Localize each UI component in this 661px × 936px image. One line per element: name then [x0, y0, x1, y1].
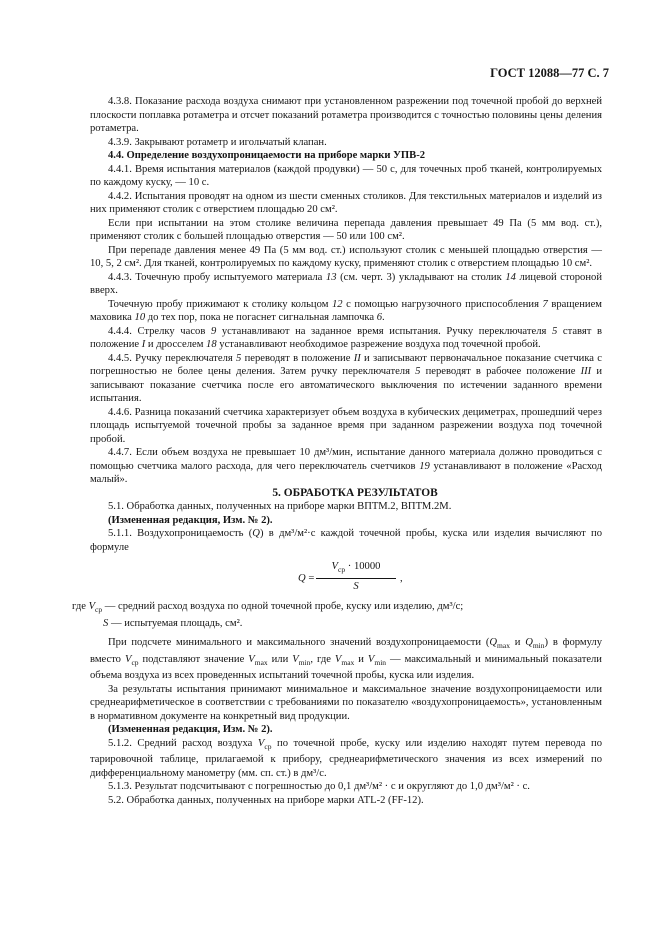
paragraph-4-4-4: 4.4.4. Стрелку часов 9 устанавливают на заданное время испытания. Ручку переключателя 5 ставят в положение I и дросселем 18 устанавливают необходимое разрежение воздуха под точечной пробой.: [90, 325, 603, 350]
formula-fraction: [316, 560, 396, 593]
legend-v-cp: где $V_{ср}$ — средний расход воздуха по одной точечной пробе, куску или изделию, дм³/с;: [72, 601, 464, 615]
paragraph-5-1-3: 5.1.3. Результат подсчитывают с погрешностью до 0,1 дм³/м² · с и округляют до 1,0 дм³/м² · с.: [108, 781, 530, 793]
document-body: [72, 95, 603, 807]
paragraph-4-4-2: 4.4.2. Испытания проводят на одном из шести сменных столиков. Для текстильных материалов и изделий из них применяют столик с отверстием площадью 20 см².: [90, 190, 602, 215]
section-5-title: 5. ОБРАБОТКА РЕЗУЛЬТАТОВ: [272, 486, 438, 499]
paragraph-4-3-9: 4.3.9. Закрывают ротаметр и игольчатый клапан.: [108, 136, 327, 148]
paragraph-4-4-2-b: Если при испытании на этом столике величина перепада давления превышает 49 Па (5 мм вод. ст.), применяют столик с большей площадью отверстия — 50 или 100 см².: [90, 217, 602, 242]
paragraph-results: За результаты испытания принимают минимальное и максимальное значение воздухопроницаемости или среднеарифметическое в соответствии с требованиями по показателю «воздухопроницаемость», установленным в нормативном документе на конкретный вид продукции.: [90, 683, 602, 722]
paragraph-5-1-2: 5.1.2. Средний расход воздуха $V_{ср}$ по точечной пробе, куску или изделию находят путем перевода по тарировочной таблице, прилагаемой к прибору, среднеарифметического значения из всех измерений по дифференциальному манометру (мм. сп. ст.) в дм³/с.: [90, 737, 602, 779]
formula-lhs: Q =: [298, 573, 315, 584]
paragraph-5-1: 5.1. Обработка данных, полученных на приборе марки ВПТМ.2, ВПТМ.2М.: [108, 501, 452, 512]
paragraph-5-2: 5.2. Обработка данных, полученных на приборе марки ATL-2 (FF-12).: [108, 794, 424, 806]
paragraph-4-4-5: 4.4.5. Ручку переключателя 5 переводят в положение II и записывают первоначальное показание счетчика с погрешностью не более цены деления. Затем ручку переключателя 5 переводят в рабочее положение III и записывают показание счетчика после его автоматического выключения по истечении заданного времени испытания.: [90, 352, 603, 404]
paragraph-4-4-7: 4.4.7. Если объем воздуха не превышает 10 дм³/мин, испытание данного материала должно проводиться с помощью счетчика малого расхода, для чего переключатель счетчиков 19 устанавливают в положение «Расход малый».: [90, 447, 603, 485]
formula-comma: ,: [400, 573, 403, 584]
formula-numerator: $V_{ср} \cdot 10000$: [316, 560, 396, 579]
edit-note-5-1: (Измененная редакция, Изм. № 2).: [108, 514, 273, 526]
paragraph-5-1-1: 5.1.1. Воздухопроницаемость (Q) в дм³/м²·с каждой точечной пробы, куска или изделия вычисляют по формуле: [90, 528, 603, 553]
formula-air-permeability: [90, 560, 602, 594]
page-header: ГОСТ 12088—77 С. 7: [490, 66, 609, 80]
legend-s: S — испытуемая площадь, см².: [103, 617, 243, 629]
formula-legend: [72, 600, 602, 630]
formula-denominator: S: [353, 580, 359, 592]
paragraph-4-4-1: 4.4.1. Время испытания материалов (каждой продувки) — 50 с, для точечных проб тканей, контролируемых по каждому куску, — 10 с.: [90, 163, 602, 188]
paragraph-4-4-3: 4.4.3. Точечную пробу испытуемого материала 13 (см. черт. 3) укладывают на столик 14 лицевой стороной вверх.: [90, 271, 602, 296]
paragraph-4-4-3-b: Точечную пробу прижимают к столику кольцом 12 с помощью нагрузочного приспособления 7 вращением маховика 10 до тех пор, пока не погаснет сигнальная лампочка 6.: [90, 298, 602, 323]
paragraph-4-4-6: 4.4.6. Разница показаний счетчика характеризует объем воздуха в кубических дециметрах, прошедший через площадь испытуемой точечной пробы за заданное время при заданном разрежении воздуха под точечной пробой.: [90, 406, 602, 445]
paragraph-4-4-2-c: При перепаде давления менее 49 Па (5 мм вод. ст.) используют столик с меньшей площадью отверстия — 10, 5, 2 см². Для тканей, контролируемых по каждому куску, применяют столик с отверстием площадью 10 см².: [90, 244, 602, 269]
heading-4-4: 4.4. Определение воздухопроницаемости на приборе марки УПВ-2: [108, 150, 426, 161]
paragraph-min-max: При подсчете минимального и максимального значений воздухопроницаемости ($Q_{max}$ и $Q_{min}$) в формулу вместо $V_{ср}$ подставляют значение $V_{max}$ или $V_{min}$, где $V_{max}$ и $V_{min}$ — максимальный и минимальный показатели объема воздуха из всех проведенных испытаний точечной пробы, куска или изделия.: [90, 637, 602, 682]
paragraph-4-3-8: 4.3.8. Показание расхода воздуха снимают при установленном разрежении под точечной пробой до верхней плоскости поплавка ротаметра и отсчет показаний ротаметра производится с точностью половины цены деления ротаметра.: [90, 96, 602, 134]
edit-note-results: (Измененная редакция, Изм. № 2).: [108, 724, 273, 736]
